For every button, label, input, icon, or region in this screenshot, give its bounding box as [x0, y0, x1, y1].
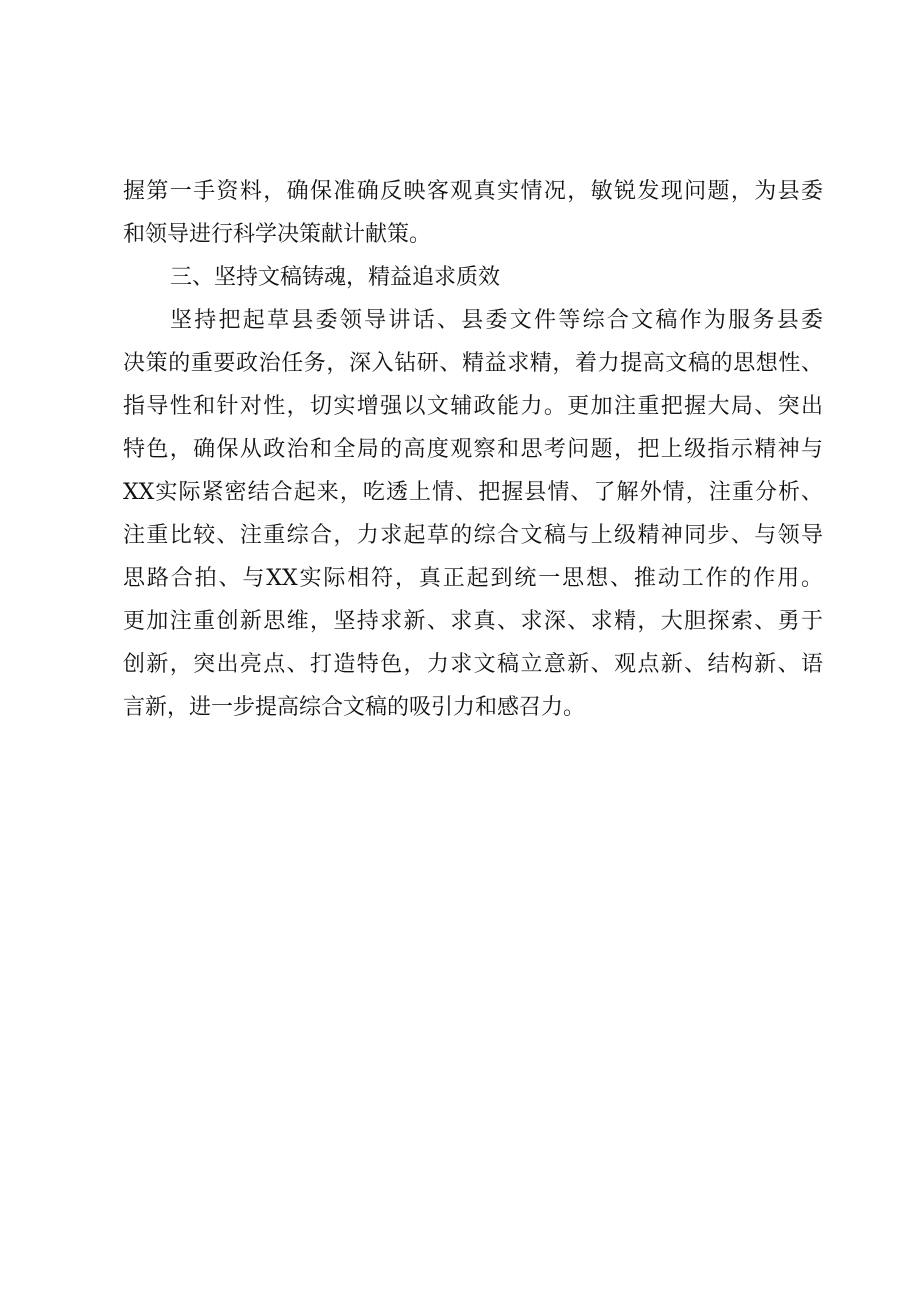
text-line-11: 创新，突出亮点、打造特色，力求文稿立意新、观点新、结构新、语	[123, 652, 823, 677]
text-line-8: 注重比较、注重综合，力求起草的综合文稿与上级精神同步、与领导	[123, 523, 823, 548]
text-line-7: XX实际紧密结合起来，吃透上情、把握县情、了解外情，注重分析、	[123, 480, 823, 505]
text-line-1: 握第一手资料，确保准确反映客观真实情况，敏锐发现问题，为县委	[123, 179, 823, 204]
section-heading: 三、坚持文稿铸魂，精益追求质效	[170, 265, 501, 290]
text-line-9: 思路合拍、与XX实际相符，真正起到统一思想、推动工作的作用。	[123, 566, 823, 591]
text-line-3: 坚持把起草县委领导讲话、县委文件等综合文稿作为服务县委	[170, 308, 823, 333]
text-line-10: 更加注重创新思维，坚持求新、求真、求深、求精，大胆探索、勇于	[123, 609, 823, 634]
text-line-12: 言新，进一步提高综合文稿的吸引力和感召力。	[123, 695, 586, 720]
text-line-4: 决策的重要政治任务，深入钻研、精益求精，着力提高文稿的思想性、	[123, 351, 823, 376]
text-line-5: 指导性和针对性，切实增强以文辅政能力。更加注重把握大局、突出	[123, 394, 823, 419]
text-line-2: 和领导进行科学决策献计献策。	[123, 222, 432, 247]
text-line-6: 特色，确保从政治和全局的高度观察和思考问题，把上级指示精神与	[123, 437, 823, 462]
